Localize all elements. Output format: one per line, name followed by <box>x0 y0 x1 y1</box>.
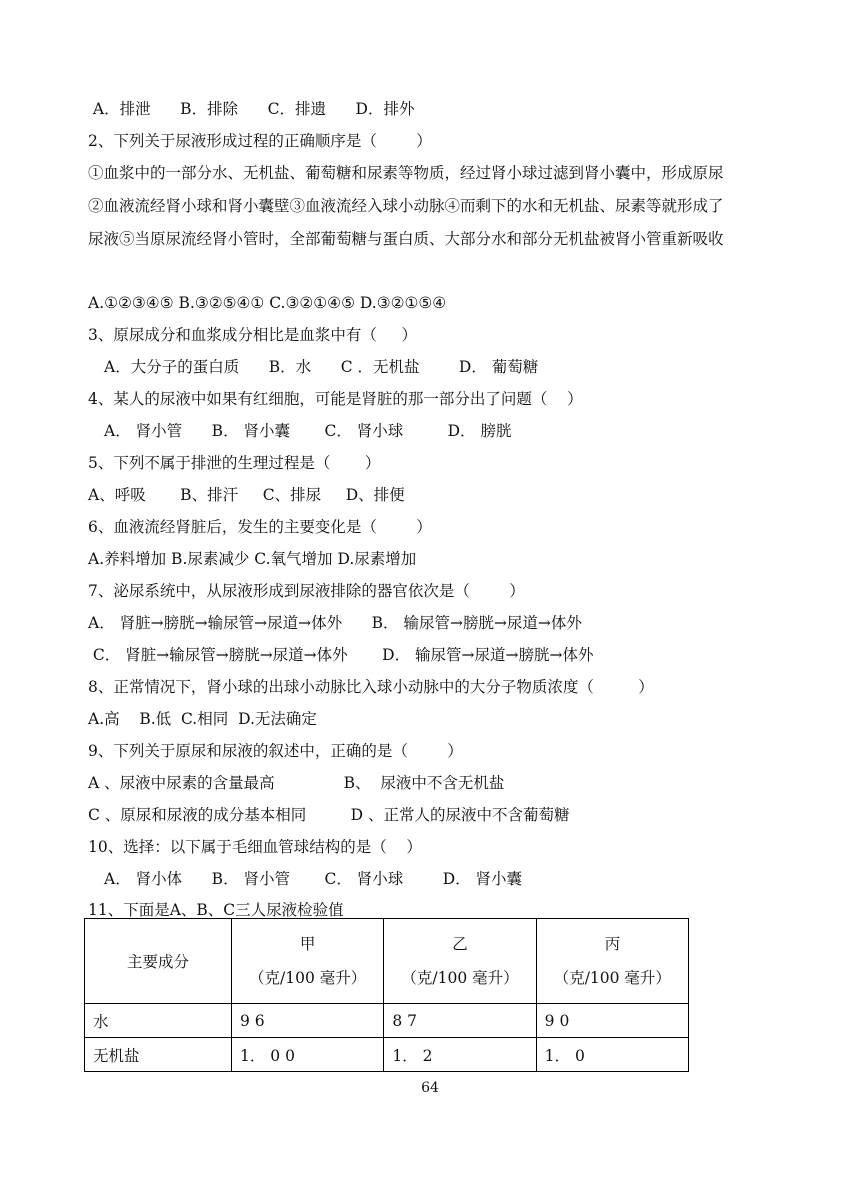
page-number: 64 <box>421 1080 439 1096</box>
cell-value: 1． 0 0 <box>232 1038 384 1072</box>
q1-options: A．排泄 B．排除 C．排遗 D．排外 <box>88 100 415 118</box>
q2-text-1: ①血浆中的一部分水、无机盐、葡萄糖和尿素等物质，经过肾小球过滤到肾小囊中，形成原尿 <box>88 164 724 182</box>
row-label: 无机盐 <box>85 1038 232 1072</box>
q2-options: A.①②③④⑤ B.③②⑤④① C.③②①④⑤ D.③②①⑤④ <box>88 294 447 312</box>
header-main-component: 主要成分 <box>85 919 232 1004</box>
q3-options: A．大分子的蛋白质 B．水 C ．无机盐 D． 葡萄糖 <box>104 358 539 376</box>
col-name: 乙 <box>452 935 468 953</box>
cell-value: 1． 0 <box>536 1038 688 1072</box>
q10-options: A． 肾小体 B． 肾小管 C． 肾小球 D． 肾小囊 <box>104 870 523 888</box>
cell-value: 1． 2 <box>384 1038 536 1072</box>
q4-options: A． 肾小管 B． 肾小囊 C． 肾小球 D． 膀胱 <box>104 422 512 440</box>
header-col-jia <box>232 919 384 1004</box>
q2-text-3: 尿液⑤当原尿流经肾小管时，全部葡萄糖与蛋白质、大部分水和部分无机盐被肾小管重新吸收 <box>88 230 724 248</box>
col-unit: （克/100 毫升） <box>401 969 519 987</box>
q8-stem: 8、正常情况下，肾小球的出球小动脉比入球小动脉中的大分子物质浓度（ ） <box>88 678 654 696</box>
row-label: 水 <box>85 1004 232 1038</box>
q5-options: A、呼吸 B、排汗 C、排尿 D、排便 <box>88 486 405 504</box>
q9-stem: 9、下列关于原尿和尿液的叙述中，正确的是（ ） <box>88 742 463 760</box>
cell-value: 9 6 <box>232 1004 384 1038</box>
q2-text-2: ②血液流经肾小球和肾小囊壁③血液流经入球小动脉④而剩下的水和无机盐、尿素等就形成了 <box>88 197 724 215</box>
col-unit: （克/100 毫升） <box>249 969 367 987</box>
q6-stem: 6、血液流经肾脏后，发生的主要变化是（ ） <box>88 518 432 536</box>
q11-stem: 11、下面是A、B、C三人尿液检验值 <box>88 901 344 919</box>
table-row <box>85 1004 689 1038</box>
cell-value: 9 0 <box>536 1004 688 1038</box>
q5-stem: 5、下列不属于排泄的生理过程是（ ） <box>88 454 381 472</box>
q7-options-ab: A． 肾脏→膀胱→输尿管→尿道→体外 B． 输尿管→膀胱→尿道→体外 <box>88 614 582 632</box>
q8-options: A.高 B.低 C.相同 D.无法确定 <box>88 710 317 728</box>
q3-stem: 3、原尿成分和血浆成分相比是血浆中有（ ） <box>88 326 417 344</box>
header-col-bing <box>536 919 688 1004</box>
table-header-row <box>85 919 689 1004</box>
q6-options: A.养料增加 B.尿素减少 C.氧气增加 D.尿素增加 <box>88 550 417 568</box>
col-name: 丙 <box>604 935 621 953</box>
q7-stem: 7、泌尿系统中，从尿液形成到尿液排除的器官依次是（ ） <box>88 582 525 600</box>
q9-options-cd: C 、原尿和尿液的成分基本相同 D 、正常人的尿液中不含葡萄糖 <box>88 806 570 824</box>
header-col-yi <box>384 919 536 1004</box>
urine-test-table <box>84 918 689 1072</box>
q9-options-ab: A 、尿液中尿素的含量最高 B、 尿液中不含无机盐 <box>88 774 505 792</box>
cell-value: 8 7 <box>384 1004 536 1038</box>
col-name: 甲 <box>299 935 316 953</box>
q2-stem: 2、下列关于尿液形成过程的正确顺序是（ ） <box>88 132 432 150</box>
col-unit: （克/100 毫升） <box>553 969 671 987</box>
q7-options-cd: C． 肾脏→输尿管→膀胱→尿道→体外 D． 输尿管→尿道→膀胱→体外 <box>88 646 594 664</box>
table-row <box>85 1038 689 1072</box>
q10-stem: 10、选择：以下属于毛细血管球结构的是（ ） <box>88 838 422 856</box>
q4-stem: 4、某人的尿液中如果有红细胞，可能是肾脏的那一部分出了问题（ ） <box>88 390 583 408</box>
